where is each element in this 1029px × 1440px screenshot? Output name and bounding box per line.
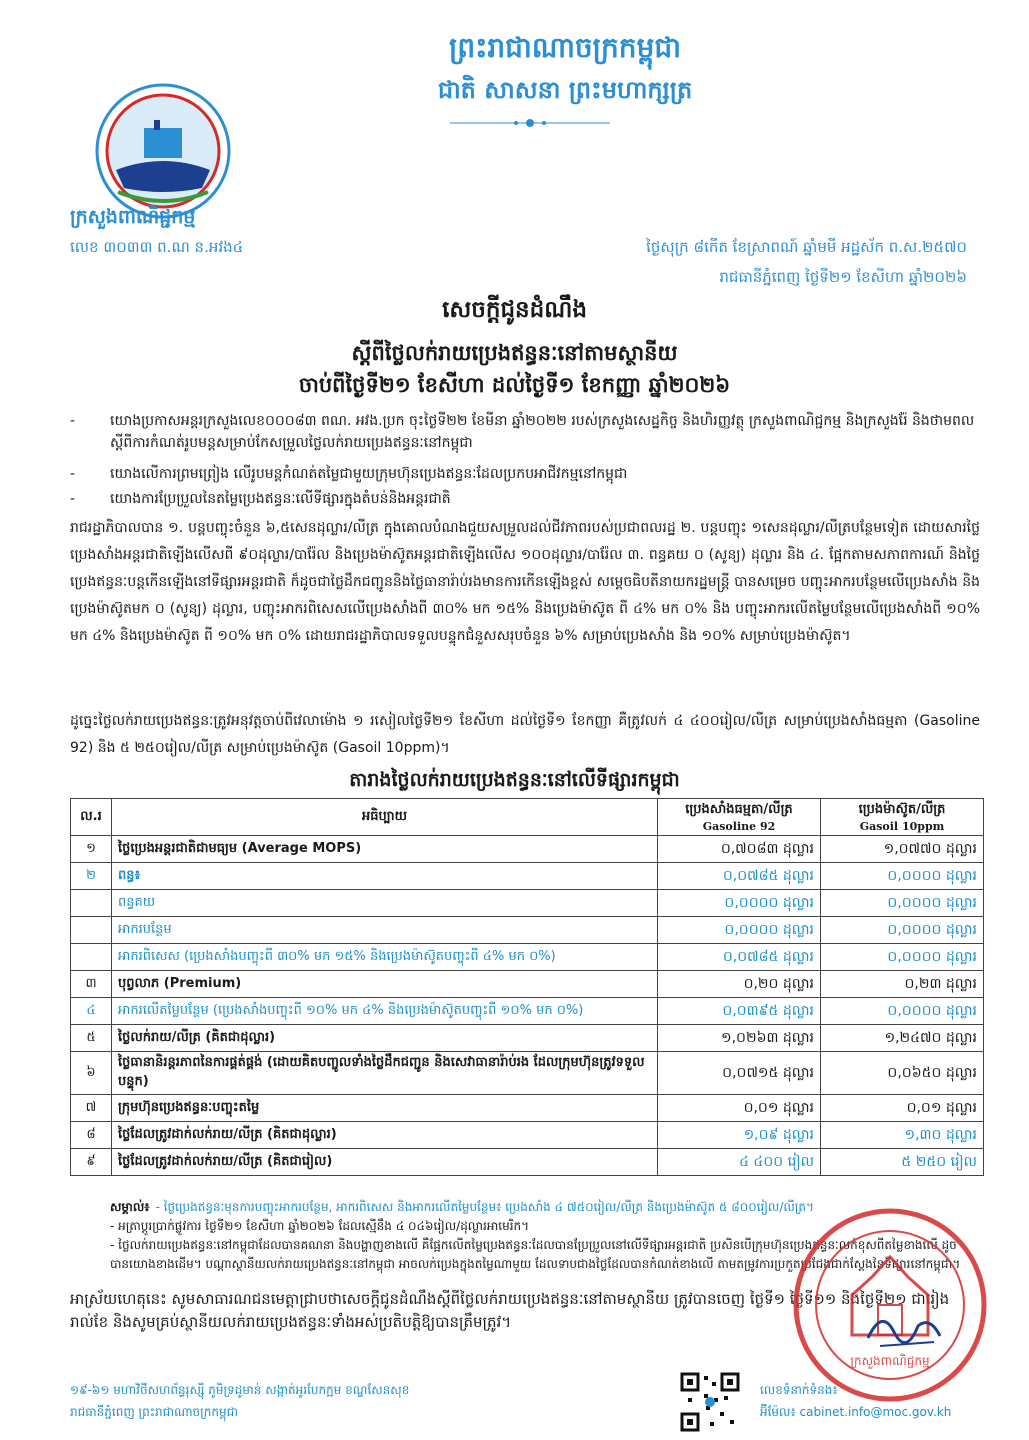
reference-bullet: - យោងការប្រែប្រួលនៃតម្លៃប្រេងឥន្ធនៈលើទីផ្សារក្នុងតំបន់និងអន្តរជាតិ: [70, 488, 990, 510]
note-item: - ថ្លៃលក់រាយប្រេងឥន្ធនៈនៅកម្ពុជាដែលបានគណនា និងបង្ហាញខាងលើ គឺផ្អែកលើតម្លៃប្រេងឥន្ធនៈដែលបានប្រែប្រួលនៅលើទីផ្សារអន្តរជាតិ ប្រសិនបើក្រុមហ៊ុនប្រេងឥន្ធនៈលក់ខុសពីតម្លៃខាងលើ ដូចបានយោងខាងដើម។ បណ្តាស្ថានីយលក់រាយប្រេងឥន្ធនៈនៅកម្ពុជា អាចលក់ប្រេងក្នុងតម្លៃណាមួយ ដែលទាបជាងថ្លៃដែលបានកំណត់ខាងលើ តាមតម្រូវការប្រកួតប្រជែងជាក់ស្តែងនៃទីផ្សារនៅកម្ពុជា។: [110, 1238, 961, 1271]
row-gasoline-value: ០,០១ ដុល្លារ: [658, 1095, 821, 1122]
row-gasoline-value: ០,០៣៩៥ ដុល្លារ: [658, 998, 821, 1025]
row-gasoil-value: ១,៣០ ដុល្លារ: [821, 1122, 984, 1149]
row-gasoil-value: ០,០០០០ ដុល្លារ: [821, 863, 984, 890]
row-gasoline-value: ០,០០០០ ដុល្លារ: [658, 890, 821, 917]
row-gasoil-value: ០,០០០០ ដុល្លារ: [821, 944, 984, 971]
qr-code[interactable]: [680, 1372, 740, 1432]
row-gasoil-value: ១,២៤៧០ ដុល្លារ: [821, 1025, 984, 1052]
signature: [860, 1290, 950, 1360]
header-gasoline-kh: ប្រេងសាំងធម្មតា/លីត្រ: [685, 802, 793, 817]
footer-city: រាជធានីភ្នំពេញ ព្រះរាជាណាចក្រកម្ពុជា: [70, 1405, 238, 1419]
row-gasoline-value: ០,០៧១៥ ដុល្លារ: [658, 1052, 821, 1095]
row-gasoline-value: ០,០៧៨៥ ដុល្លារ: [658, 863, 821, 890]
table-row: [71, 998, 984, 1025]
note-item: - ថ្លៃប្រេងឥន្ធនៈមុនការបញ្ចុះអាករបន្ថែម, អាករពិសេស និងអាករលើតម្លៃបន្ថែម៖ ប្រេងសាំង ៤ ៧៥០រៀល/លីត្រ និងប្រេងម៉ាស៊ូត ៥ ៨០០រៀល/លីត្រ។: [155, 1200, 814, 1214]
note-item: - អត្រាប្តូរប្រាក់ផ្លូវការ ថ្ងៃទី២១ ខែសីហា ឆ្នាំ២០២៦ ដែលស្មើនឹង ៤ ០៤៦រៀល/ដុល្លារអាមេរិក។: [110, 1219, 530, 1233]
row-description: ពន្ធ៖: [112, 863, 658, 890]
ministry-name: ក្រសួងពាណិជ្ជកម្ម: [70, 206, 196, 228]
row-gasoil-value: ០,០០០០ ដុល្លារ: [821, 917, 984, 944]
document-subtitle: ស្តីពីថ្លៃលក់រាយប្រេងឥន្ធនៈនៅតាមស្ថានីយ: [351, 341, 678, 365]
row-gasoil-value: ៥ ២៥០ រៀល: [821, 1149, 984, 1176]
row-no: ២: [71, 863, 112, 890]
row-description: អាករលើតម្លៃបន្ថែម (ប្រេងសាំងបញ្ចុះពី ១០% មក ៤% និងប្រេងម៉ាស៊ូតបញ្ចុះពី ១០% មក ០%): [112, 998, 658, 1025]
table-row: [71, 1095, 984, 1122]
header-gasoil-en: Gasoil 10ppm: [859, 820, 945, 833]
table-header-row: [71, 799, 984, 836]
row-description: ថ្លៃដែលត្រូវដាក់លក់រាយ/លីត្រ (គិតជាដុល្លារ): [112, 1122, 658, 1149]
row-gasoline-value: ០,២០ ដុល្លារ: [658, 971, 821, 998]
table-title: តារាងថ្លៃលក់រាយប្រេងឥន្ធនៈនៅលើទីផ្សារកម្ពុជា: [349, 769, 680, 791]
table-row: [71, 890, 984, 917]
row-gasoil-value: ០,០៦៥០ ដុល្លារ: [821, 1052, 984, 1095]
row-gasoline-value: ០,០០០០ ដុល្លារ: [658, 917, 821, 944]
row-description: អាករបន្ថែម: [112, 917, 658, 944]
row-gasoline-value: ០,៧០៨៣ ដុល្លារ: [658, 836, 821, 863]
row-description: បុព្វលាភ (Premium): [112, 971, 658, 998]
closing-paragraph: អាស្រ័យហេតុនេះ សូមសាធារណជនមេត្តាជ្រាបថាសេចក្តីជូនដំណឹងស្តីពីថ្លៃលក់រាយប្រេងឥន្ធនៈនៅតាមស្ថានីយ ត្រូវបានចេញ ថ្ងៃទី១ ថ្ងៃទី១១ និងថ្ងៃទី២១ ជារៀងរាល់ខែ និងសូមគ្រប់ស្ថានីយលក់រាយប្រេងឥន្ធនៈទាំងអស់ប្រតិបត្តិឱ្យបានត្រឹមត្រូវ។: [70, 1290, 950, 1331]
row-gasoline-value: ១,០២៦៣ ដុល្លារ: [658, 1025, 821, 1052]
row-no: ៨: [71, 1122, 112, 1149]
reference-bullet-text: យោងប្រកាសអន្តរក្រសួងលេខ០០០៨៣ ពណ. អវង.ប្រក ចុះថ្ងៃទី២២ ខែមីនា ឆ្នាំ២០២២ របស់ក្រសួងសេដ្ឋកិច្ច និងហិរញ្ញវត្ថុ ក្រសួងពាណិជ្ជកម្ម និងក្រសួងរ៉ែ និងថាមពល ស្តីពីការកំណត់រូបមន្តសម្រាប់កែសម្រួលថ្លៃលក់រាយប្រេងឥន្ធនៈនៅកម្ពុជា: [110, 413, 975, 451]
row-gasoil-value: ០,២៣ ដុល្លារ: [821, 971, 984, 998]
row-no: ៥: [71, 1025, 112, 1052]
table-row: [71, 971, 984, 998]
table-row: [71, 836, 984, 863]
row-gasoline-value: ៤ ៤០០ រៀល: [658, 1149, 821, 1176]
footer-address: ១៩-៦១ មហាវិថីសហព័ន្ធរុស្ស៊ី ភូមិទ្រដូមាន់ សង្កាត់អូរបែកក្អម ខណ្ឌសែនសុខ: [70, 1383, 410, 1397]
lunar-date: ថ្ងៃសុក្រ ៨កើត ខែស្រាពណ៍ ឆ្នាំមមី អដ្ឋស័ក ព.ស.២៥៧០: [646, 238, 967, 256]
notes-label: សម្គាល់៖: [110, 1200, 150, 1214]
table-row: [71, 1025, 984, 1052]
table-row: [71, 1122, 984, 1149]
motto-heading: ជាតិ សាសនា ព្រះមហាក្សត្រ: [437, 76, 693, 104]
header-gasoil: [821, 799, 984, 836]
row-no: ៤: [71, 998, 112, 1025]
row-no: ៧: [71, 1095, 112, 1122]
row-no: ៣: [71, 971, 112, 998]
row-no: [71, 944, 112, 971]
row-description: ពន្ធគយ: [112, 890, 658, 917]
reference-bullet: - យោងលើការព្រមព្រៀង លើរូបមន្តកំណត់តម្លៃជាមួយក្រុមហ៊ុនប្រេងឥន្ធនៈដែលប្រកបអាជីវកម្មនៅកម្ពុជា: [70, 463, 990, 485]
row-gasoil-value: ១,០៧៧០ ដុល្លារ: [821, 836, 984, 863]
row-no: ៩: [71, 1149, 112, 1176]
row-no: [71, 917, 112, 944]
table-row: [71, 863, 984, 890]
ministry-logo: [94, 82, 232, 220]
row-no: [71, 890, 112, 917]
header-gasoline: [658, 799, 821, 836]
row-gasoil-value: ០,០០០០ ដុល្លារ: [821, 998, 984, 1025]
row-gasoline-value: ០,០៧៨៥ ដុល្លារ: [658, 944, 821, 971]
row-description: ថ្លៃដែលត្រូវដាក់លក់រាយ/លីត្រ (គិតជារៀល): [112, 1149, 658, 1176]
fuel-price-table: [70, 798, 984, 1176]
reference-bullet-text: យោងការប្រែប្រួលនៃតម្លៃប្រេងឥន្ធនៈលើទីផ្សារក្នុងតំបន់និងអន្តរជាតិ: [110, 491, 451, 507]
ornament-divider: [450, 116, 610, 130]
body-paragraph-measures: រាជរដ្ឋាភិបាលបាន ១. បន្តបញ្ចុះចំនួន ៦,៥សេនដុល្លារ/លីត្រ ក្នុងគោលបំណងជួយសម្រួលដល់ជីវភាពរបស់ប្រជាពលរដ្ឋ ២. បន្តបញ្ចុះ ១សេនដុល្លារ/លីត្របន្ថែមទៀត ដោយសារថ្លៃប្រេងសាំងអន្តរជាតិឡើងលើសពី ៩០ដុល្លារ/បារ៉ែល និងប្រេងម៉ាស៊ូតអន្តរជាតិឡើងលើស ១០០ដុល្លារ/បារ៉ែល ៣. ពន្ធគយ ០ (សូន្យ) ដុល្លារ និង ៤. ផ្អែកតាមសភាពការណ៍ និងថ្លៃប្រេងឥន្ធនៈបន្តកើនឡើងនៅទីផ្សារអន្តរជាតិ ក៏ដូចជាថ្លៃដឹកជញ្ជូននិងថ្លៃធានារ៉ាប់រងមានការកើនឡើងខ្ពស់ សម្តេចធិបតីនាយករដ្ឋមន្ត្រី បានសម្រេច បញ្ចុះអាករបន្ថែមលើប្រេងសាំង និងប្រេងម៉ាស៊ូតមក ០ (សូន្យ) ដុល្លារ, បញ្ចុះអាករពិសេសលើប្រេងសាំងពី ៣០% មក ១៥% និងប្រេងម៉ាស៊ូត ពី ៤% មក ០% និង បញ្ចុះអាករលើតម្លៃបន្ថែមលើប្រេងសាំងពី ១០% មក ៤% និងប្រេងម៉ាស៊ូត ពី ១០% មក ០% ដោយរាជរដ្ឋាភិបាលទទួលបន្ទុកជំនួសសរុបចំនួន ៦% សម្រាប់ប្រេងសាំង និង ១០% សម្រាប់ប្រេងម៉ាស៊ូត។: [70, 520, 980, 644]
row-no: ១: [71, 836, 112, 863]
row-description: ថ្លៃធានានិរន្តរភាពនៃការផ្គត់ផ្គង់ (ដោយគិតបញ្ចូលទាំងថ្លៃដឹកជញ្ជូន និងសេវាធានារ៉ាប់រង ដែលក្រុមហ៊ុនត្រូវទទួលបន្ទុក): [112, 1052, 658, 1095]
row-description: ថ្លៃលក់រាយ/លីត្រ (គិតជាដុល្លារ): [112, 1025, 658, 1052]
document-title: សេចក្តីជូនដំណឹង: [442, 297, 587, 323]
row-gasoil-value: ០,០០០០ ដុល្លារ: [821, 890, 984, 917]
kingdom-heading: ព្រះរាជាណាចក្រកម្ពុជា: [448, 31, 681, 64]
reference-bullet: - យោងប្រកាសអន្តរក្រសួងលេខ០០០៨៣ ពណ. អវង.ប្រក ចុះថ្ងៃទី២២ ខែមីនា ឆ្នាំ២០២២ របស់ក្រសួងសេដ្ឋកិច្ច និងហិរញ្ញវត្ថុ ក្រសួងពាណិជ្ជកម្ម និងក្រសួងរ៉ែ និងថាមពល ស្តីពីការកំណត់រូបមន្តសម្រាប់កែសម្រួលថ្លៃលក់រាយប្រេងឥន្ធនៈនៅកម្ពុជា: [70, 410, 990, 454]
row-no: ៦: [71, 1052, 112, 1095]
stamp-text: ក្រសួងពាណិជ្ជកម្ម: [850, 1354, 930, 1368]
solar-date: រាជធានីភ្នំពេញ ថ្ងៃទី២១ ខែសីហា ឆ្នាំ២០២៦: [719, 268, 967, 286]
document-period: ចាប់ពីថ្ងៃទី២១ ខែសីហា ដល់ថ្ងៃទី១ ខែកញ្ញា ឆ្នាំ២០២៦: [298, 373, 731, 397]
row-description: ថ្លៃប្រេងអន្តរជាតិជាមធ្យម (Average MOPS): [112, 836, 658, 863]
row-description: ក្រុមហ៊ុនប្រេងឥន្ធនៈបញ្ចុះតម្លៃ: [112, 1095, 658, 1122]
header-no: ល.រ: [71, 799, 112, 836]
table-row: [71, 1149, 984, 1176]
row-gasoil-value: ០,០១ ដុល្លារ: [821, 1095, 984, 1122]
header-gasoline-en: Gasoline 92: [702, 820, 776, 833]
reference-number: លេខ ៣០៣៣ ព.ណ ន.អវង៤: [70, 238, 244, 256]
body-paragraph-prices: ដូច្នេះថ្លៃលក់រាយប្រេងឥន្ធនៈត្រូវអនុវត្តចាប់ពីវេលាម៉ោង ១ រសៀលថ្ងៃទី២១ ខែសីហា ដល់ថ្ងៃទី១ ខែកញ្ញា គឺត្រូវលក់ ៤ ៤០០រៀល/លីត្រ សម្រាប់ប្រេងសាំងធម្មតា (Gasoline 92) និង ៥ ២៥០រៀល/លីត្រ សម្រាប់ប្រេងម៉ាស៊ូត (Gasoil 10ppm)។: [70, 713, 980, 756]
row-gasoline-value: ១,០៩ ដុល្លារ: [658, 1122, 821, 1149]
footer-email: អ៊ីម៉ែល៖ cabinet.info@moc.gov.kh: [760, 1405, 952, 1419]
row-description: អាករពិសេស (ប្រេងសាំងបញ្ចុះពី ៣០% មក ១៥% និងប្រេងម៉ាស៊ូតបញ្ចុះពី ៤% មក ០%): [112, 944, 658, 971]
table-row: [71, 944, 984, 971]
header-gasoil-kh: ប្រេងម៉ាស៊ូត/លីត្រ: [858, 802, 946, 817]
table-row: [71, 1052, 984, 1095]
footer-phone: លេខទំនាក់ទំនង៖: [760, 1383, 838, 1397]
table-row: [71, 917, 984, 944]
header-description: អធិប្បាយ: [112, 799, 658, 836]
reference-bullet-text: យោងលើការព្រមព្រៀង លើរូបមន្តកំណត់តម្លៃជាមួយក្រុមហ៊ុនប្រេងឥន្ធនៈដែលប្រកបអាជីវកម្មនៅកម្ពុជា: [110, 466, 628, 482]
